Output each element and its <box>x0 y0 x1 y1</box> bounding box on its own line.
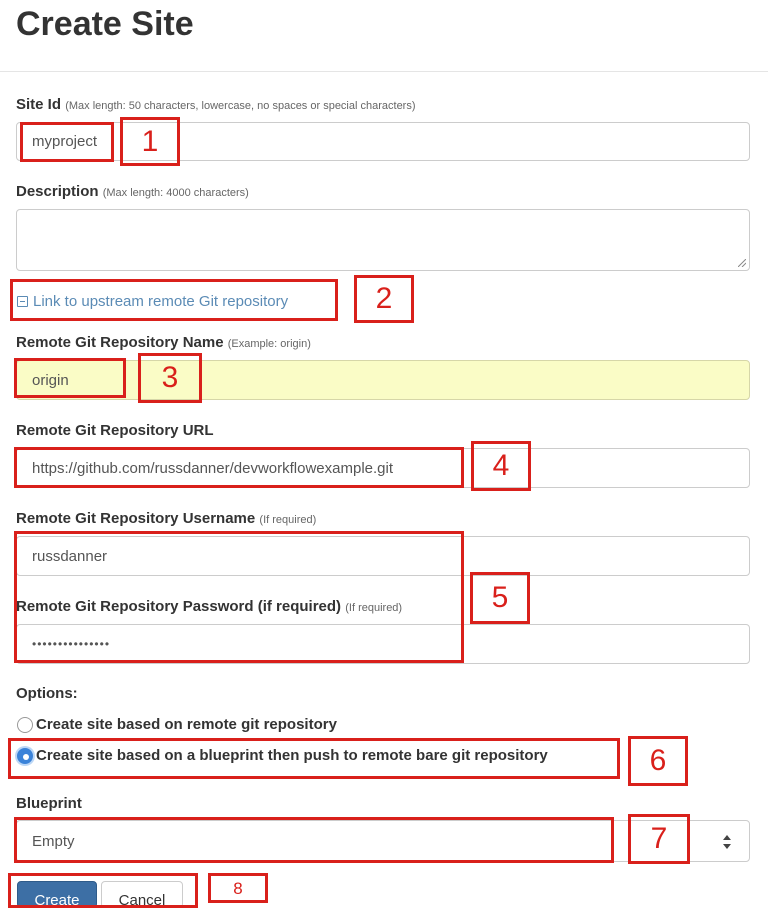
site-id-label-text: Site Id <box>16 96 62 113</box>
annotation-2: 2 <box>354 275 414 323</box>
options-label: Options: <box>16 685 78 702</box>
annotation-8: 8 <box>208 873 268 903</box>
description-label <box>16 183 249 200</box>
remote-username-label <box>16 510 316 527</box>
annotation-1: 1 <box>120 117 180 166</box>
annotation-box-blueprint <box>14 817 614 863</box>
annotation-5: 5 <box>470 572 530 624</box>
annotation-4: 4 <box>471 441 531 491</box>
option-remote-repo-radio[interactable] <box>17 717 33 733</box>
remote-password-value: ••••••••••••••• <box>32 637 111 651</box>
remote-name-input[interactable] <box>16 360 750 400</box>
remote-url-value: https://github.com/russdanner/devworkflowexample.git <box>32 459 394 477</box>
site-id-hint: (Max length: 50 characters, lowercase, no spaces or special characters) <box>65 100 416 112</box>
remote-name-label <box>16 334 311 351</box>
remote-url-label: Remote Git Repository URL <box>16 422 214 439</box>
resize-handle-icon[interactable] <box>738 259 746 267</box>
annotation-box-blueprint-option <box>8 738 620 779</box>
remote-username-hint: (If required) <box>259 514 317 526</box>
blueprint-selected: Empty <box>32 832 75 850</box>
site-id-value: myproject <box>32 133 98 150</box>
description-hint: (Max length: 4000 characters) <box>102 187 249 199</box>
remote-password-hint: (If required) <box>345 602 403 614</box>
annotation-6: 6 <box>628 736 688 786</box>
annotation-box-credentials <box>14 531 464 663</box>
remote-username-label-text: Remote Git Repository Username <box>16 510 256 527</box>
create-button[interactable]: Create <box>17 881 97 908</box>
description-textarea[interactable] <box>16 209 750 271</box>
option-remote-repo-label[interactable]: Create site based on remote git repository <box>36 716 337 733</box>
annotation-7: 7 <box>628 814 690 864</box>
annotation-box-remote-url <box>14 447 464 488</box>
annotation-box-remote-name <box>14 358 126 398</box>
remote-name-label-text: Remote Git Repository Name <box>16 334 224 351</box>
annotation-box-buttons <box>8 873 198 908</box>
select-arrows-icon <box>723 834 731 850</box>
remote-name-value: origin <box>32 371 69 389</box>
git-link-label: Link to upstream remote Git repository <box>33 292 289 310</box>
cancel-button[interactable]: Cancel <box>101 881 183 908</box>
remote-password-label-text: Remote Git Repository Password (if required) <box>16 598 342 615</box>
site-id-label <box>16 96 416 113</box>
remote-name-hint: (Example: origin) <box>227 338 311 350</box>
annotation-box-git-link <box>10 279 338 321</box>
description-label-text: Description <box>16 183 99 200</box>
blueprint-label: Blueprint <box>16 795 82 812</box>
annotation-3: 3 <box>138 353 202 403</box>
option-blueprint-label[interactable]: Create site based on a blueprint then push to remote bare git repository <box>36 747 548 764</box>
annotation-box-site-id <box>20 122 114 162</box>
page-title: Create Site <box>16 5 194 43</box>
remote-username-value: russdanner <box>32 547 108 565</box>
header-divider <box>0 71 768 72</box>
